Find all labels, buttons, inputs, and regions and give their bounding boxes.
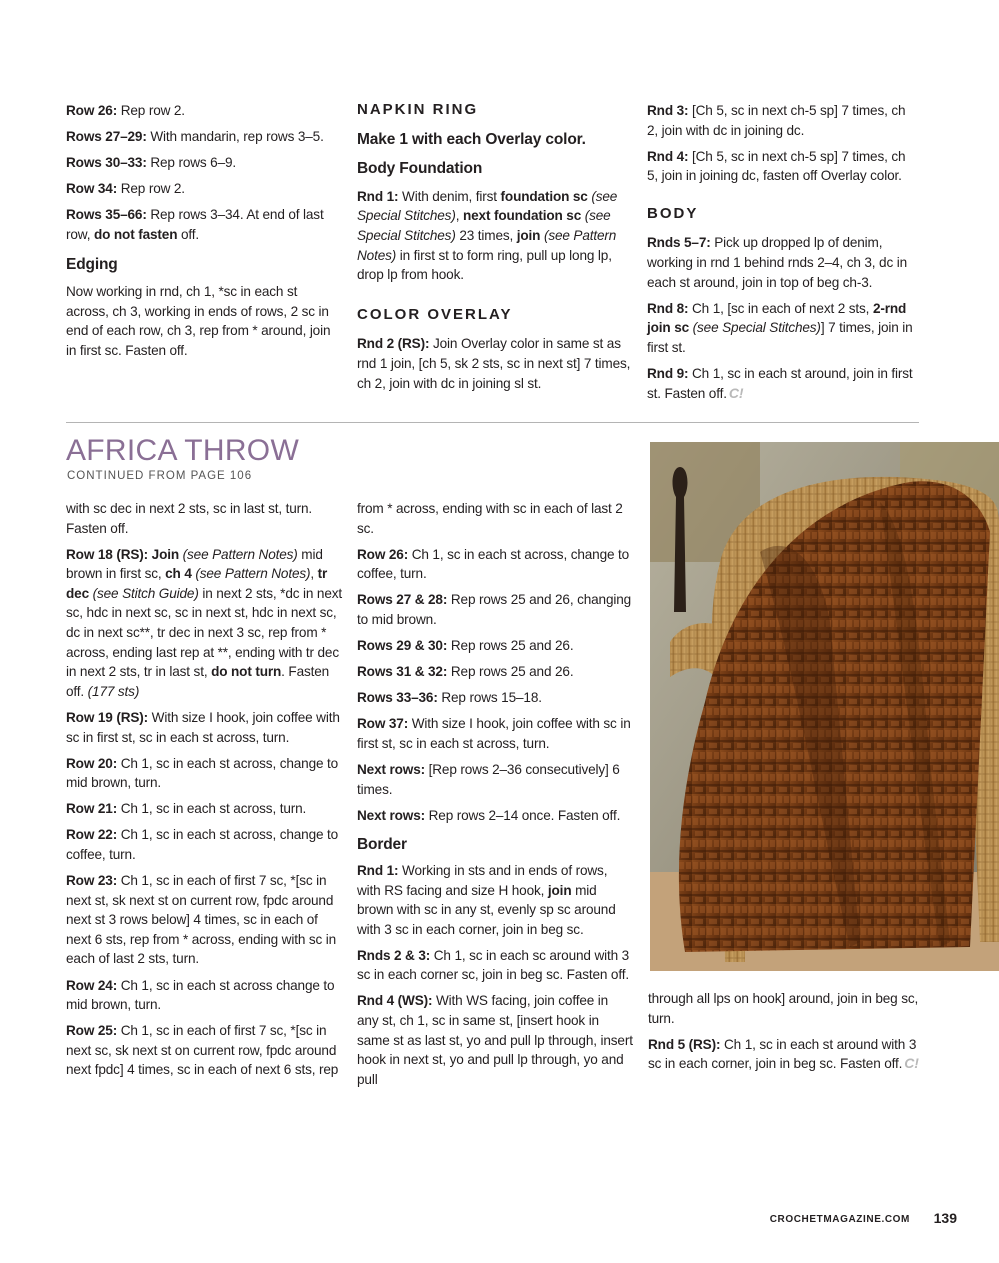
- instruction: Next rows: Rep rows 2–14 once. Fasten off.: [357, 807, 621, 823]
- instruction: Rnd 5 (RS): Ch 1, sc in each st around with 3 sc in each corner, join in beg sc. Fasten off. C!: [648, 1036, 919, 1072]
- instruction: Row 24: Ch 1, sc in each st across change to mid brown, turn.: [66, 977, 335, 1013]
- body-foundation-heading: Body Foundation: [357, 160, 483, 178]
- instruction: Row 19 (RS): With size I hook, join coffee with sc in first st, sc in each st across, turn.: [66, 709, 340, 745]
- continued-note: CONTINUED FROM PAGE 106: [67, 470, 253, 482]
- instruction: Row 21: Ch 1, sc in each st across, turn.: [66, 801, 307, 817]
- africa-column-3: [648, 989, 920, 1080]
- top-column-2: [357, 100, 633, 400]
- instruction: Rows 31 & 32: Rep rows 25 and 26.: [357, 664, 574, 680]
- instruction: Rnd 8: Ch 1, [sc in each of next 2 sts, 2-rnd join sc (see Special Stitches)] 7 times, join in first st.: [647, 300, 913, 355]
- instruction: Row 34: Rep row 2.: [66, 181, 185, 197]
- make-one-note: Make 1 with each Overlay color.: [357, 130, 586, 148]
- end-badge: C!: [904, 1055, 919, 1072]
- instruction: Row 26: Rep row 2.: [66, 103, 185, 118]
- napkin-ring-heading: NAPKIN RING: [357, 101, 479, 118]
- instruction: with sc dec in next 2 sts, sc in last st, turn. Fasten off.: [66, 501, 313, 536]
- instruction: through all lps on hook] around, join in beg sc, turn.: [648, 991, 919, 1026]
- africa-column-1: [66, 499, 342, 1087]
- instruction: Row 25: Ch 1, sc in each of first 7 sc, *[sc in next sc, sk next st on current row, fpdc around next fpdc] 4 times, sc in each of next 6 sts, rep: [66, 1023, 339, 1078]
- instruction: Rnd 1: Working in sts and in ends of rows, with RS facing and size H hook, join mid brown with sc in any st, evenly sp sc around with 3 sc in each corner, join in beg sc.: [357, 862, 616, 937]
- instruction: Rnd 4: [Ch 5, sc in next ch-5 sp] 7 times, ch 5, join in joining dc, fasten off Overlay color.: [647, 148, 906, 184]
- top-column-1: [66, 101, 342, 367]
- instruction: Row 22: Ch 1, sc in each st across, change to coffee, turn.: [66, 827, 339, 862]
- instruction: Rows 33–36: Rep rows 15–18.: [357, 690, 542, 706]
- instruction: Rnd 3: [Ch 5, sc in next ch-5 sp] 7 times, ch 2, join with dc in joining dc.: [647, 103, 906, 138]
- end-badge: C!: [728, 384, 744, 401]
- instruction: Rnd 4 (WS): With WS facing, join coffee in any st, ch 1, sc in same st, [insert hook in same st as last st, yo and pull lp through, insert hook in next st, yo and pull lp through, yo and pull: [357, 993, 633, 1087]
- africa-column-2: [357, 499, 633, 1096]
- instruction: Rnd 1: With denim, first foundation sc (see Special Stitches), next foundation sc (see Special Stitches) 23 times, join (see Pattern Notes) in first st to form ring, pull up long lp, drop lp from hook.: [357, 188, 618, 283]
- border-heading: Border: [357, 836, 407, 854]
- instruction: Rows 27 & 28: Rep rows 25 and 26, changing to mid brown.: [357, 592, 632, 627]
- instruction: Rnd 9: Ch 1, sc in each st around, join in first st. Fasten off. C!: [647, 366, 913, 401]
- instruction: Rows 27–29: With mandarin, rep rows 3–5.: [66, 129, 324, 145]
- body-heading: BODY: [647, 204, 699, 222]
- page-number: 139: [933, 1210, 957, 1226]
- instruction: Rnd 2 (RS): Join Overlay color in same st as rnd 1 join, [ch 5, sk 2 sts, sc in next st] 7 times, ch 2, join with dc in joining sl st.: [357, 336, 631, 391]
- instruction: Rows 29 & 30: Rep rows 25 and 26.: [357, 638, 574, 654]
- instruction: Row 18 (RS): Join (see Pattern Notes) mid brown in first sc, ch 4 (see Pattern Notes), tr dec (see Stitch Guide) in next 2 sts, *dc in next sc, hdc in next sc, sc in next st, hdc in next sc, dc in next sc**, tr dec in next 3 sc, rep from * across, ending last rep at **, ending with tr dec in next 2 sts, tr in last st, do not turn. Fasten off. (177 sts): [66, 546, 343, 699]
- instruction: Row 23: Ch 1, sc in each of first 7 sc, *[sc in next st, sk next st on current row, fpdc around next st 3 rows below] 4 times, sc in each of next 6 sts, rep from * across, ending with sc in each of last 2 sts, turn.: [66, 873, 337, 967]
- instruction: Rnds 2 & 3: Ch 1, sc in each sc around with 3 sc in each corner sc, join in beg sc. Fasten off.: [357, 947, 630, 983]
- throw-photo: [650, 442, 999, 971]
- instruction: Row 26: Ch 1, sc in each st across, change to coffee, turn.: [357, 546, 630, 582]
- instruction: Rnds 5–7: Pick up dropped lp of denim, working in rnd 1 behind rnds 2–4, ch 3, dc in each st around, join in top of beg ch-3.: [647, 235, 908, 290]
- instruction: Rows 30–33: Rep rows 6–9.: [66, 155, 237, 171]
- instruction: Row 37: With size I hook, join coffee with sc in first st, sc in each st across, turn.: [357, 716, 631, 751]
- magazine-site: CROCHETMAGAZINE.COM: [769, 1214, 910, 1225]
- instruction: from * across, ending with sc in each of last 2 sc.: [357, 501, 623, 536]
- instruction: Row 20: Ch 1, sc in each st across, change to mid brown, turn.: [66, 755, 339, 791]
- edging-text: Now working in rnd, ch 1, *sc in each st across, ch 3, working in ends of rows, 2 sc in end of each row, ch 3, rep from * around, join in first sc. Fasten off.: [66, 284, 331, 358]
- instruction: Rows 35–66: Rep rows 3–34. At end of last row, do not fasten off.: [66, 207, 324, 242]
- instruction: Next rows: [Rep rows 2–36 consecutively] 6 times.: [357, 762, 620, 797]
- edging-heading: Edging: [66, 255, 118, 273]
- section-divider: [66, 422, 919, 423]
- color-overlay-heading: COLOR OVERLAY: [357, 305, 513, 323]
- top-column-3: [647, 101, 919, 410]
- africa-throw-title: AFRICA THROW: [66, 434, 300, 467]
